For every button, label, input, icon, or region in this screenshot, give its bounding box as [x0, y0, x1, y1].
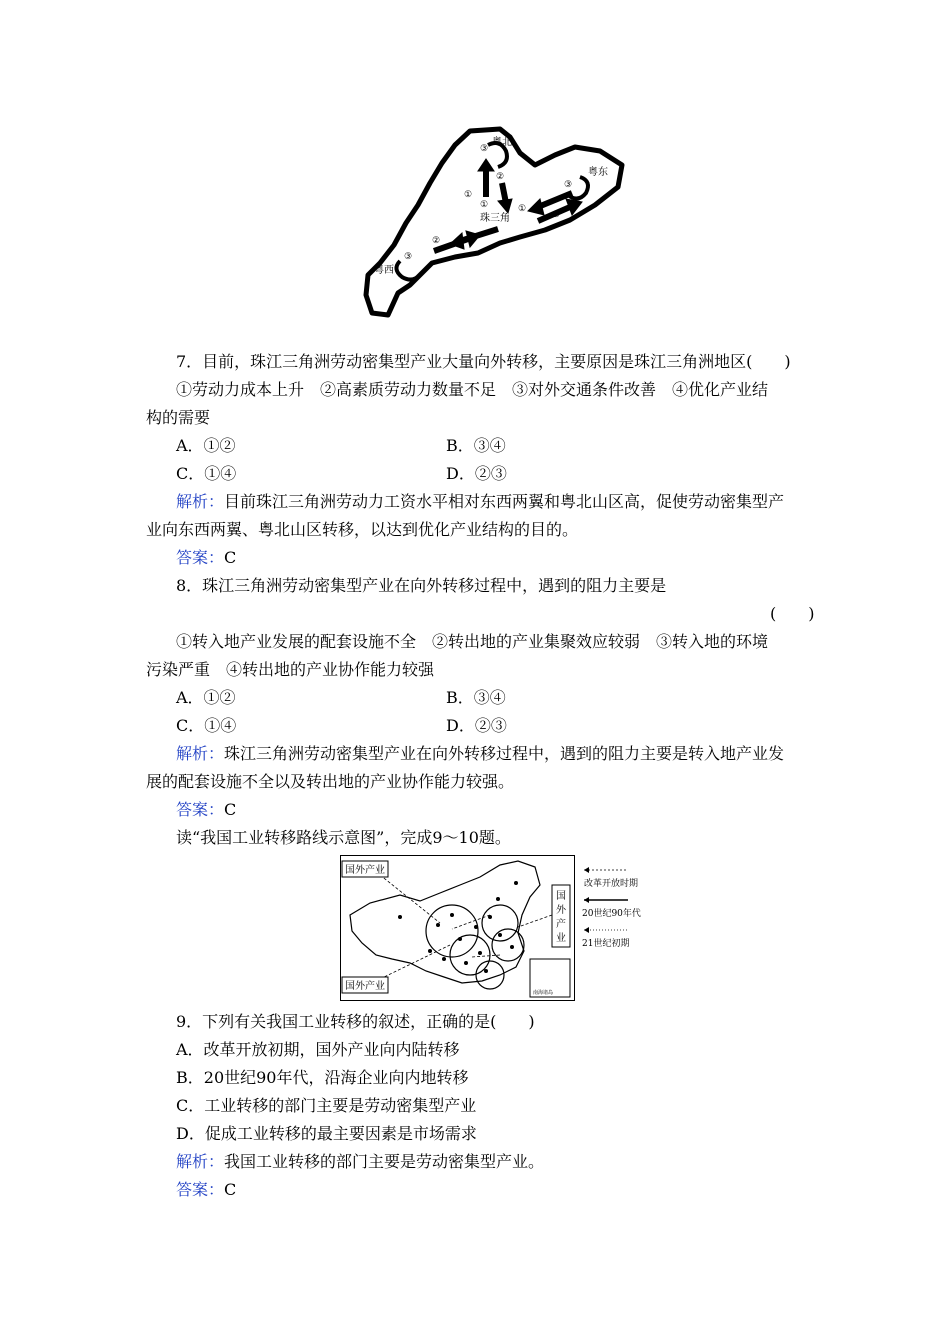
marker-3-east: ③	[564, 180, 573, 190]
label-north: 粤北	[492, 137, 512, 148]
q7-analysis-text: 目前珠江三角洲劳动力工资水平相对东西两翼和粤北山区高，促使劳动密集型产	[224, 492, 785, 511]
q8-stem: 8．珠江三角洲劳动密集型产业在向外转移过程中，遇到的阻力主要是	[176, 576, 667, 595]
q9-stem: 9．下列有关我国工业转移的叙述，正确的是( )	[176, 1012, 535, 1031]
q9-choice-c: C．工业转移的部门主要是劳动密集型产业	[176, 1096, 477, 1115]
inset-label: 南海诸岛	[533, 990, 554, 996]
intro-text: 读“我国工业转移路线示意图”，完成9～10题。	[176, 828, 511, 847]
q8-paren: ( )	[770, 604, 815, 623]
q8-choice-a: A．①②	[176, 688, 236, 707]
marker-3-west: ③	[404, 252, 413, 262]
marker-3-north: ③	[480, 144, 489, 154]
box-bottom-left	[342, 977, 388, 993]
guangdong-transfer-map	[360, 125, 630, 320]
china-transfer-map	[340, 855, 575, 1001]
box-right-char-1: 国	[556, 891, 566, 902]
marker-2-west: ②	[432, 236, 441, 246]
q7-choice-a: A．①②	[176, 436, 236, 455]
marker-2-east: ②	[552, 210, 561, 220]
q7-analysis-line2: 业向东西两翼、粤北山区转移，以达到优化产业结构的目的。	[146, 520, 579, 539]
q9-analysis-text: 我国工业转移的部门主要是劳动密集型产业。	[224, 1152, 545, 1171]
box-right-char-2: 外	[556, 905, 566, 916]
legend-item-3: 21世纪初期	[582, 939, 630, 949]
q9-answer	[176, 1180, 236, 1200]
q7-options-line2: 构的需要	[146, 408, 211, 427]
label-east: 粤东	[588, 167, 608, 178]
q7-choice-b: B．③④	[446, 436, 506, 455]
q8-answer-value: C	[224, 800, 237, 819]
box-right	[552, 885, 570, 947]
legend-item-2: 20世纪90年代	[582, 909, 641, 919]
box-right-char-4: 业	[556, 933, 566, 944]
q7-answer	[176, 548, 236, 568]
box-top-left	[342, 861, 388, 877]
q7-choice-d: D．②③	[446, 464, 507, 483]
box-right-char-3: 产	[556, 919, 566, 930]
q7-answer-label: 答案：	[176, 548, 225, 567]
q9-choice-b: B．20世纪90年代，沿海企业向内地转移	[176, 1068, 469, 1087]
q8-options-line1: ①转入地产业发展的配套设施不全 ②转出地的产业集聚效应较弱 ③转入地的环境	[176, 632, 769, 651]
q9-answer-value: C	[224, 1180, 237, 1199]
inset-box	[530, 959, 570, 997]
q8-analysis	[176, 744, 784, 764]
q9-choice-d: D．促成工业转移的最主要因素是市场需求	[176, 1124, 477, 1143]
q7-analysis	[176, 492, 784, 512]
figure2-legend	[578, 862, 678, 954]
q8-analysis-line2: 展的配套设施不全以及转出地的产业协作能力较强。	[146, 772, 515, 791]
q8-choice-c: C．①④	[176, 716, 237, 735]
q7-answer-value: C	[224, 548, 237, 567]
q8-analysis-label: 解析：	[176, 744, 225, 763]
marker-1-north: ①	[480, 200, 489, 210]
q7-stem: 7．目前，珠江三角洲劳动密集型产业大量向外转移，主要原因是珠江三角洲地区( )	[176, 352, 791, 371]
q8-answer	[176, 800, 236, 820]
q9-answer-label: 答案：	[176, 1180, 225, 1199]
q8-answer-label: 答案：	[176, 800, 225, 819]
marker-1-west: ①	[464, 190, 473, 200]
box-bottom-left-text: 国外产业	[345, 981, 385, 992]
q7-options-line1: ①劳动力成本上升 ②高素质劳动力数量不足 ③对外交通条件改善 ④优化产业结	[176, 380, 769, 399]
q8-choice-d: D．②③	[446, 716, 507, 735]
q8-options-line2: 污染严重 ④转出地的产业协作能力较强	[146, 660, 435, 679]
q9-choice-a: A．改革开放初期，国外产业向内陆转移	[176, 1040, 460, 1059]
q9-analysis	[176, 1152, 544, 1172]
q7-analysis-label: 解析：	[176, 492, 225, 511]
marker-2-north: ②	[496, 172, 505, 182]
marker-1-east: ①	[518, 204, 527, 214]
box-top-left-text: 国外产业	[345, 865, 385, 876]
transfer-arrows	[434, 159, 582, 251]
q9-analysis-label: 解析：	[176, 1152, 225, 1171]
q8-choice-b: B．③④	[446, 688, 506, 707]
legend-item-1: 改革开放时期	[584, 879, 639, 889]
label-west: 粤西	[374, 265, 394, 276]
q8-analysis-text: 珠江三角洲劳动密集型产业在向外转移过程中，遇到的阻力主要是转入地产业发	[224, 744, 785, 763]
q7-choice-c: C．①④	[176, 464, 237, 483]
label-center: 珠三角	[480, 213, 510, 224]
